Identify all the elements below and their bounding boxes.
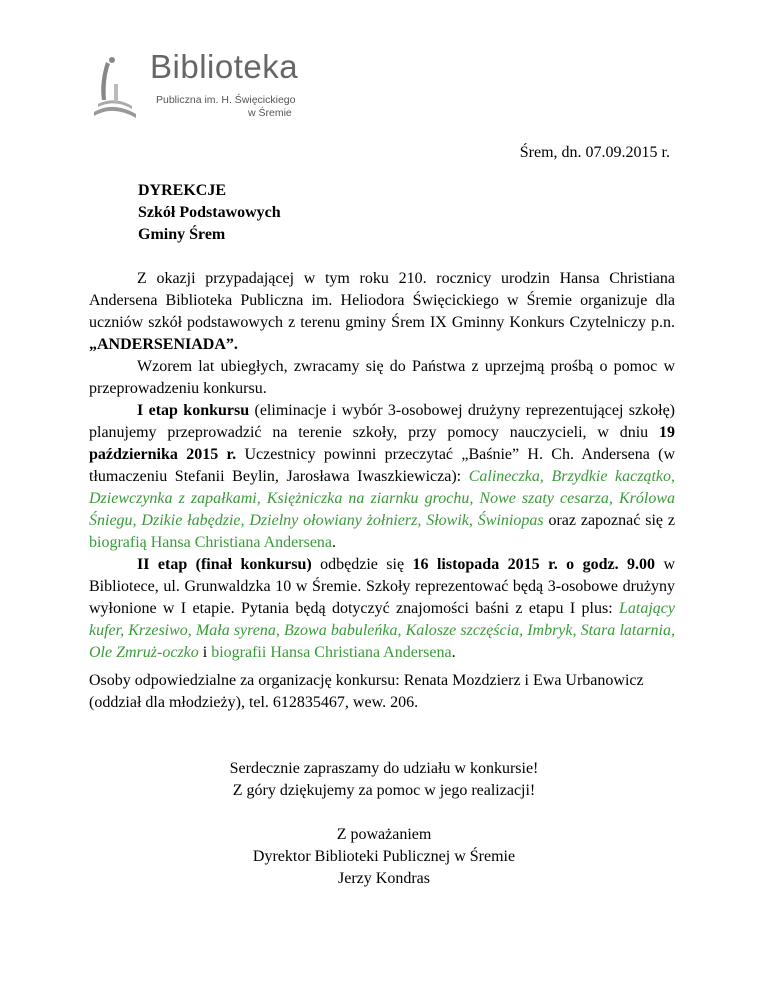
contacts-block	[89, 670, 675, 714]
signature-block	[0, 824, 768, 890]
closing-block	[0, 758, 768, 802]
stage2-biography: biografii Hansa Christiana Andersena	[211, 644, 452, 661]
logo-subtitle: Publiczna im. H. Święcickiego	[156, 94, 296, 106]
stage2-paragraph: II etap (finał konkursu) odbędzie się 16 listopada 2015 r. o godz. 9.00 w Bibliotece, ul. Grunwaldzka 10 w Śremie. Szkoły reprezentować będą 3-osobowe drużyny wyłonione w I etapie. Pytania będą dotyczyć znajomości baśni z etapu I plus: Latający kufer, Krzesiwo, Mała syrena, Bzowa babuleńka, Kalosze szczęścia, Imbryk, Stara latarnia, Ole Zmruż-oczko i biografii Hansa Christiana Andersena.	[89, 556, 676, 661]
recipient-line: Gminy Śrem	[138, 226, 226, 243]
book-figure-icon	[92, 54, 152, 124]
stage1-tales: Calineczka, Brzydkie kaczątko, Dziewczynka z zapałkami, Księżniczka na ziarnku grochu, Nowe szaty cesarza, Królowa Śniegu, Dzikie łabędzie, Dzielny ołowiany żołnierz, Słowik, Świniopas	[89, 468, 676, 529]
closing-line: Serdecznie zapraszamy do udziału w konkursie!	[229, 760, 539, 777]
logo-title: Biblioteka	[150, 48, 299, 85]
signature-line: Z poważaniem	[336, 826, 432, 843]
stage1-paragraph: I etap konkursu (eliminacje i wybór 3-osobowej drużyny reprezentującej szkołę) planujemy przeprowadzić na terenie szkoły, przy pomocy nauczycieli, w dniu 19 października 2015 r. Uczestnicy powinni przeczytać „Baśnie” H. Ch. Andersena (w tłumaczeniu Stefanii Beylin, Jarosława Iwaszkiewicza): Calineczka, Brzydkie kaczątko, Dziewczynka z zapałkami, Księżniczka na ziarnku grochu, Nowe szaty cesarza, Królowa Śniegu, Dzikie łabędzie, Dzielny ołowiany żołnierz, Słowik, Świniopas oraz zapoznać się z biografią Hansa Christiana Andersena.	[89, 402, 676, 551]
stage2-tales: Latający kufer, Krzesiwo, Mała syrena, Bzowa babuleńka, Kalosze szczęścia, Imbryk, Stara latarnia, Ole Zmruż-oczko	[89, 600, 675, 661]
recipient-line: Szkół Podstawowych	[138, 204, 281, 221]
signature-line: Jerzy Kondras	[338, 870, 430, 887]
logo-subtitle-place: w Śremie	[248, 107, 292, 119]
stage2-label: II etap (finał konkursu)	[137, 556, 312, 573]
recipient-line: DYREKCJE	[138, 182, 227, 199]
stage2-date: 16 listopada 2015 r. o godz. 9.00	[412, 556, 656, 573]
stage1-date: 19 października 2015 r.	[89, 424, 675, 463]
recipient-block	[138, 180, 281, 246]
contest-name: „ANDERSENIADA”.	[89, 336, 238, 353]
stage1-biography: biografią Hansa Christiana Andersena	[89, 534, 333, 551]
closing-line: Z góry dziękujemy za pomoc w jego realizacji!	[232, 782, 536, 799]
letter-date: Śrem, dn. 07.09.2015 r.	[519, 144, 670, 161]
library-logo	[92, 48, 302, 124]
intro-paragraph: Z okazji przypadającej w tym roku 210. rocznicy urodzin Hansa Christiana Andersena Biblioteka Publiczna im. Heliodora Święcickiego w Śremie organizuje dla uczniów szkół podstawowych z terenu gminy Śrem IX Gminny Konkurs Czytelniczy p.n. „ANDERSENIADA”.	[89, 270, 675, 353]
stage1-label: I etap konkursu	[137, 402, 250, 419]
contacts-paragraph: Osoby odpowiedzialne za organizację konkursu: Renata Mozdzierz i Ewa Urbanowicz (oddział dla młodzieży), tel. 612835467, wew. 206.	[89, 672, 644, 711]
request-paragraph: Wzorem lat ubiegłych, zwracamy się do Państwa z uprzejmą prośbą o pomoc w przeprowadzeniu konkursu.	[89, 358, 675, 397]
signature-line: Dyrektor Biblioteki Publicznej w Śremie	[252, 848, 516, 865]
letter-body	[89, 268, 675, 664]
